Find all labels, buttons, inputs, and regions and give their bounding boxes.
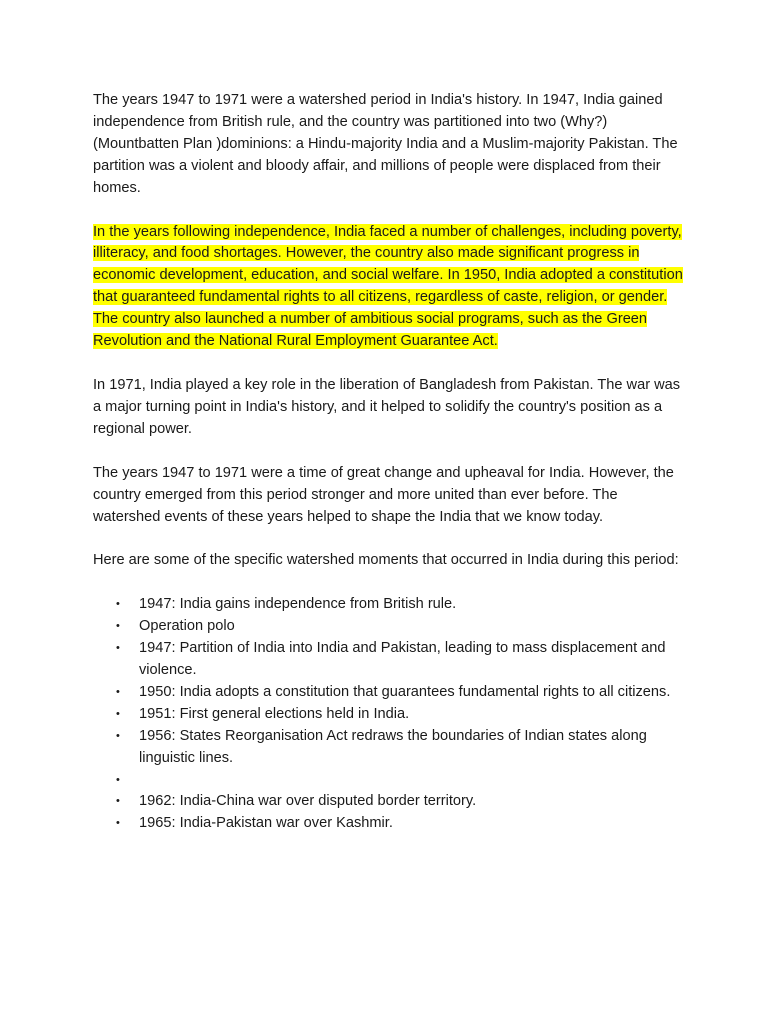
bullet-icon: •: [116, 817, 120, 830]
bullet-icon: •: [116, 773, 120, 786]
bullet-icon: •: [116, 642, 120, 655]
paragraph-text: Here are some of the specific watershed moments that occurred in India during this period:: [93, 552, 679, 569]
list-item: [93, 704, 683, 726]
list-item-text: 1947: India gains independence from British rule.: [139, 596, 457, 613]
list-item-text: 1962: India-China war over disputed border territory.: [139, 793, 477, 810]
paragraph-change-upheaval: [93, 463, 683, 529]
list-item-text: 1951: First general elections held in India.: [139, 705, 410, 722]
list-item-text: 1956: States Reorganisation Act redraws the boundaries of Indian states along linguistic lines.: [139, 727, 647, 766]
bullet-icon: •: [116, 707, 120, 720]
list-item: [93, 791, 683, 813]
paragraph-text: The years 1947 to 1971 were a time of great change and upheaval for India. However, the country emerged from this period stronger and more united than ever before. The watershed events of these years helped to shape the India that we know today.: [93, 464, 674, 525]
document-page: [93, 90, 683, 835]
list-item-text: 1950: India adopts a constitution that guarantees fundamental rights to all citizens.: [139, 683, 671, 700]
list-item: [93, 813, 683, 835]
watershed-moments-list: [93, 594, 683, 835]
bullet-icon: •: [116, 620, 120, 633]
paragraph-post-independence-highlighted: [93, 222, 683, 353]
list-item: [93, 726, 683, 770]
paragraph-text: In 1971, India played a key role in the liberation of Bangladesh from Pakistan. The war was a major turning point in India's history, and it helped to solidify the country's position as a regional power.: [93, 376, 681, 437]
list-item-text: 1947: Partition of India into India and Pakistan, leading to mass displacement and violence.: [139, 640, 666, 679]
list-item-text: 1965: India-Pakistan war over Kashmir.: [139, 815, 393, 832]
paragraph-bangladesh-liberation: [93, 375, 683, 441]
list-item: [93, 594, 683, 616]
paragraph-list-intro: [93, 550, 683, 572]
paragraph-text: The years 1947 to 1971 were a watershed period in India's history. In 1947, India gained independence from British rule, and the country was partitioned into two (Why?) (Mountbatten Plan )dominions: a Hindu-majority India and a Muslim-majority Pakistan. The partition was a violent and bloody affair, and millions of people were displaced from their homes.: [93, 92, 678, 196]
bullet-icon: •: [116, 685, 120, 698]
list-item-empty: [93, 770, 683, 792]
bullet-icon: •: [116, 729, 120, 742]
list-item-text: Operation polo: [139, 618, 235, 635]
list-item: [93, 638, 683, 682]
bullet-icon: •: [116, 795, 120, 808]
paragraph-watershed-intro: [93, 90, 683, 200]
list-item: [93, 616, 683, 638]
bullet-icon: •: [116, 598, 120, 611]
highlighted-text: In the years following independence, India faced a number of challenges, including poverty, illiteracy, and food shortages. However, the country also made significant progress in economic development, education, and social welfare. In 1950, India adopted a constitution that guaranteed fundamental rights to all citizens, regardless of caste, religion, or gender. The country also launched a number of ambitious social programs, such as the Green Revolution and the National Rural Employment Guarantee Act.: [93, 223, 683, 350]
list-item: [93, 682, 683, 704]
